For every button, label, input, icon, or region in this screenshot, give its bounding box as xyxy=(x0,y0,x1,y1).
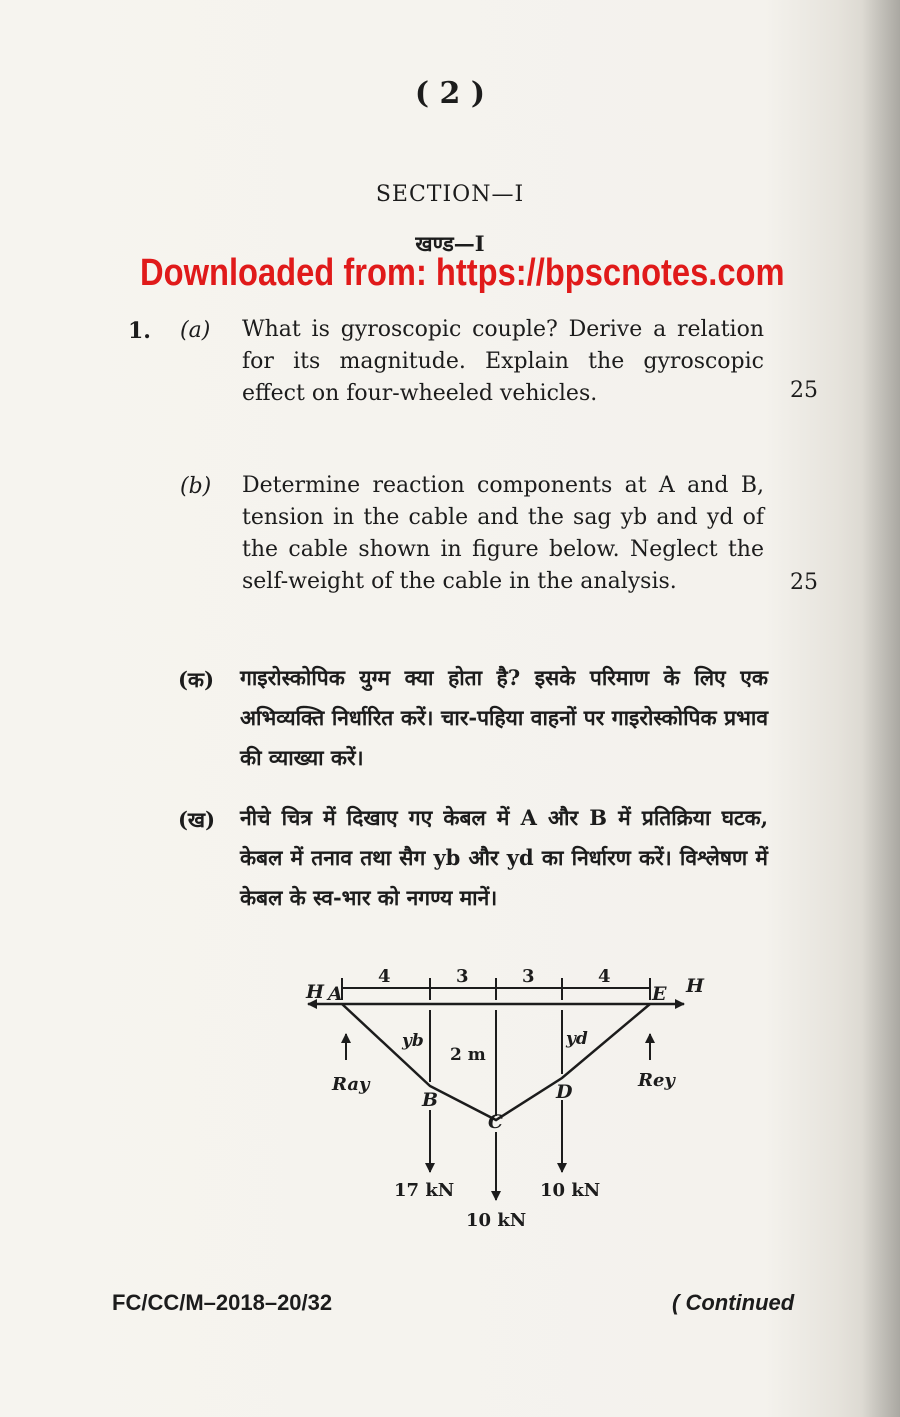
node-label-b: B xyxy=(422,1089,439,1111)
part-b-label: (b) xyxy=(180,474,212,499)
reaction-a-label: Ray xyxy=(332,1074,370,1095)
download-watermark: Downloaded from: https://bpscnotes.com xyxy=(140,252,785,294)
page-number: ( 2 ) xyxy=(414,76,486,111)
part-a-text: What is gyroscopic couple? Derive a relation for its magnitude. Explain the gyroscopic effect on four-wheeled vehicles. xyxy=(242,317,764,406)
span-label: 4 xyxy=(598,966,611,987)
sag-c-label: 2 m xyxy=(450,1045,486,1065)
part-a-label: (a) xyxy=(180,318,211,343)
hindi-b-label: (ख) xyxy=(178,807,216,832)
node-label-d: D xyxy=(556,1081,573,1103)
span-label: 3 xyxy=(522,966,535,987)
h-label-right: H xyxy=(686,975,704,997)
question-number: 1. xyxy=(128,318,151,344)
hindi-b-text: नीचे चित्र में दिखाए गए केबल में A और B में प्रतिक्रिया घटक, केबल में तनाव तथा सैग yb और yd का निर्धारण करें। विश्लेषण में केबल के स्व-भार को नगण्य मानें। xyxy=(240,805,768,910)
hindi-a-text: गाइरोस्कोपिक युग्म क्या होता है? इसके परिमाण के लिए एक अभिव्यक्ति निर्धारित करें। चार-पहिया वाहनों पर गाइरोस्कोपिक प्रभाव की व्याख्या करें। xyxy=(240,665,768,770)
part-b-marks: 25 xyxy=(790,570,818,595)
load-c-label: 10 kN xyxy=(466,1210,527,1231)
node-label-c: C xyxy=(488,1111,504,1133)
section-title-hindi: खण्ड—I xyxy=(415,231,485,256)
node-label-a: A xyxy=(328,983,343,1005)
reaction-e-label: Rey xyxy=(638,1070,675,1091)
cable-diagram xyxy=(290,960,730,1240)
span-label: 3 xyxy=(456,966,469,987)
sag-b-label: yb xyxy=(402,1031,424,1051)
sag-d-label: yd xyxy=(566,1029,588,1049)
continued-note: ( Continued xyxy=(672,1290,795,1315)
part-a-marks: 25 xyxy=(790,378,818,403)
h-label-left: H xyxy=(306,981,324,1003)
part-b-text: Determine reaction components at A and B, tension in the cable and the sag yb and yd of the cable shown in figure below. Neglect the self-weight of the cable in the analysis. xyxy=(242,473,764,594)
span-label: 4 xyxy=(378,966,391,987)
load-b-label: 17 kN xyxy=(394,1180,455,1201)
section-title: SECTION—I xyxy=(375,182,525,207)
paper-code: FC/CC/M–2018–20/32 xyxy=(112,1290,333,1315)
hindi-a-label: (क) xyxy=(178,667,214,692)
node-label-e: E xyxy=(652,983,667,1005)
page-edge-shadow xyxy=(862,0,900,1417)
load-d-label: 10 kN xyxy=(540,1180,601,1201)
